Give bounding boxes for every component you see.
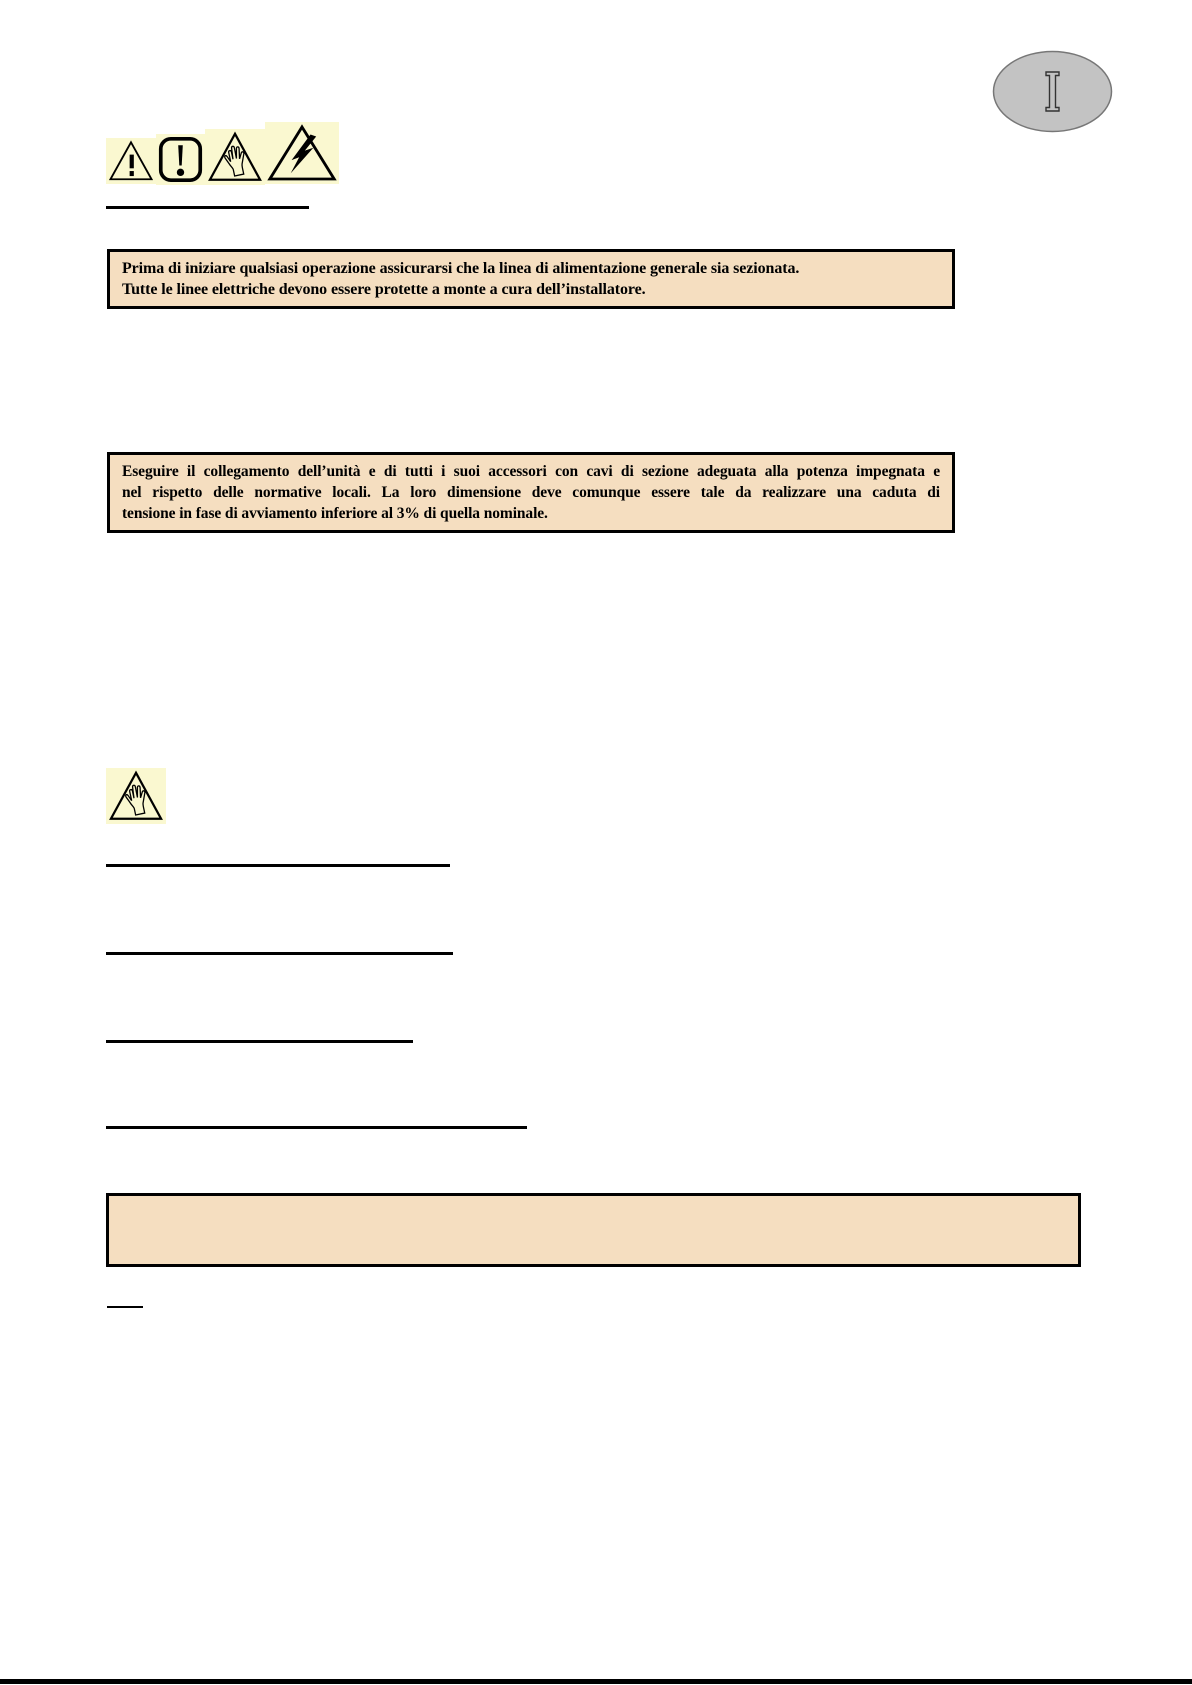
warning-triangle-exclamation-icon xyxy=(106,138,156,184)
oval-letter-i-icon xyxy=(992,50,1113,133)
warning-box-cable-sizing xyxy=(107,452,955,533)
warning-triangle-lightning-icon xyxy=(265,122,339,184)
warning-text-line: Eseguire il collegamento dell’unità e di tutti i suoi accessori con cavi di sezione adeguata alla potenza impegnata e xyxy=(122,463,940,480)
section-heading-rule-3 xyxy=(106,1040,413,1043)
section-heading-rule-4 xyxy=(106,1126,527,1129)
warning-triangle-hand-icon xyxy=(106,768,166,824)
section-heading-rule-intro xyxy=(106,206,309,209)
page-footer-rule xyxy=(0,1679,1192,1684)
warning-text-line: tensione in fase di avviamento inferiore al 3% di quella nominale. xyxy=(122,505,548,522)
warning-text-line: Tutte le linee elettriche devono essere protette a monte a cura dell’installatore. xyxy=(122,281,646,298)
warning-text-line: Prima di iniziare qualsiasi operazione assicurarsi che la linea di alimentazione generale sia sezionata. xyxy=(122,260,800,277)
warning-square-exclamation-icon xyxy=(156,134,205,185)
warning-box-power-isolation xyxy=(107,249,955,309)
warning-text-line: nel rispetto delle normative locali. La loro dimensione deve comunque essere tale da realizzare una caduta di xyxy=(122,484,940,501)
warning-triangle-hand-icon xyxy=(205,129,265,185)
note-underline xyxy=(107,1306,143,1308)
warning-box-empty xyxy=(106,1193,1081,1267)
chapter-marker-oval xyxy=(992,50,1113,133)
section-heading-rule-2 xyxy=(106,952,453,955)
section-heading-rule-1 xyxy=(106,864,450,867)
